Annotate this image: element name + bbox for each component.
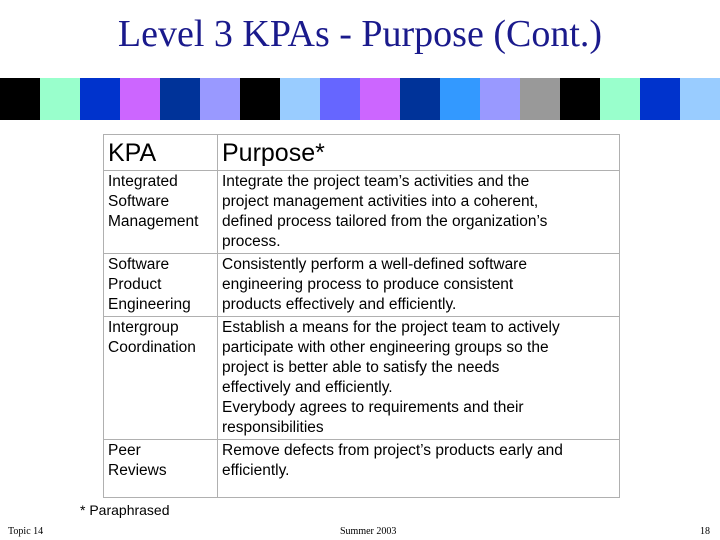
color-bar-block bbox=[400, 78, 441, 120]
color-bar-block bbox=[520, 78, 561, 120]
cell-line: Integrate the project team’s activities and the bbox=[222, 173, 530, 190]
column-header-kpa: KPA bbox=[104, 135, 218, 171]
kpa-cell bbox=[104, 440, 218, 498]
color-bar-block bbox=[0, 78, 41, 120]
kpa-cell bbox=[104, 317, 218, 440]
kpa-cell bbox=[104, 254, 218, 317]
color-bar-block bbox=[560, 78, 601, 120]
cell-line: Remove defects from project’s products early and bbox=[222, 442, 563, 459]
color-bar-block bbox=[200, 78, 241, 120]
cell-line: engineering process to produce consistent bbox=[222, 276, 514, 293]
color-bar-block bbox=[480, 78, 521, 120]
cell-line: Consistently perform a well-defined software bbox=[222, 256, 527, 273]
table-row bbox=[104, 171, 620, 254]
cell-line: Coordination bbox=[108, 339, 196, 356]
cell-line: Establish a means for the project team to actively bbox=[222, 319, 560, 336]
cell-line: responsibilities bbox=[222, 419, 324, 436]
cell-line: Integrated bbox=[108, 173, 178, 190]
decorative-color-bar bbox=[0, 78, 720, 120]
cell-line: Intergroup bbox=[108, 319, 179, 336]
cell-line: Peer bbox=[108, 442, 141, 459]
color-bar-block bbox=[240, 78, 281, 120]
cell-line: project is better able to satisfy the needs bbox=[222, 359, 500, 376]
cell-line: Reviews bbox=[108, 462, 167, 479]
cell-line: project management activities into a coherent, bbox=[222, 193, 539, 210]
cell-line: defined process tailored from the organization’s bbox=[222, 213, 548, 230]
cell-line: efficiently. bbox=[222, 462, 290, 479]
color-bar-block bbox=[280, 78, 321, 120]
color-bar-block bbox=[80, 78, 121, 120]
color-bar-block bbox=[40, 78, 81, 120]
color-bar-block bbox=[680, 78, 720, 120]
table-row bbox=[104, 317, 620, 440]
color-bar-block bbox=[120, 78, 161, 120]
table-row bbox=[104, 440, 620, 498]
footer-page-number: 18 bbox=[700, 526, 710, 537]
purpose-cell bbox=[218, 317, 620, 440]
cell-line: Management bbox=[108, 213, 199, 230]
cell-line: participate with other engineering groups so the bbox=[222, 339, 549, 356]
kpa-purpose-table bbox=[103, 134, 620, 498]
footer-date: Summer 2003 bbox=[340, 526, 397, 537]
cell-line: process. bbox=[222, 233, 281, 250]
column-header-purpose: Purpose* bbox=[218, 135, 620, 171]
cell-line: effectively and efficiently. bbox=[222, 379, 393, 396]
cell-line: products effectively and efficiently. bbox=[222, 296, 457, 313]
kpa-cell bbox=[104, 171, 218, 254]
color-bar-block bbox=[320, 78, 361, 120]
color-bar-block bbox=[160, 78, 201, 120]
slide-title: Level 3 KPAs - Purpose (Cont.) bbox=[117, 13, 603, 55]
color-bar-block bbox=[440, 78, 481, 120]
cell-line: Everybody agrees to requirements and their bbox=[222, 399, 524, 416]
purpose-cell bbox=[218, 440, 620, 498]
footer-topic: Topic 14 bbox=[8, 526, 44, 537]
color-bar-block bbox=[600, 78, 641, 120]
color-bar-block bbox=[640, 78, 681, 120]
color-bar-block bbox=[360, 78, 401, 120]
cell-line: Software bbox=[108, 193, 170, 210]
cell-line: Software bbox=[108, 256, 170, 273]
cell-line: Product bbox=[108, 276, 162, 293]
table-header-row bbox=[104, 135, 620, 171]
purpose-cell bbox=[218, 254, 620, 317]
purpose-cell bbox=[218, 171, 620, 254]
cell-line: Engineering bbox=[108, 296, 191, 313]
footnote: * Paraphrased bbox=[80, 502, 170, 518]
table-row bbox=[104, 254, 620, 317]
